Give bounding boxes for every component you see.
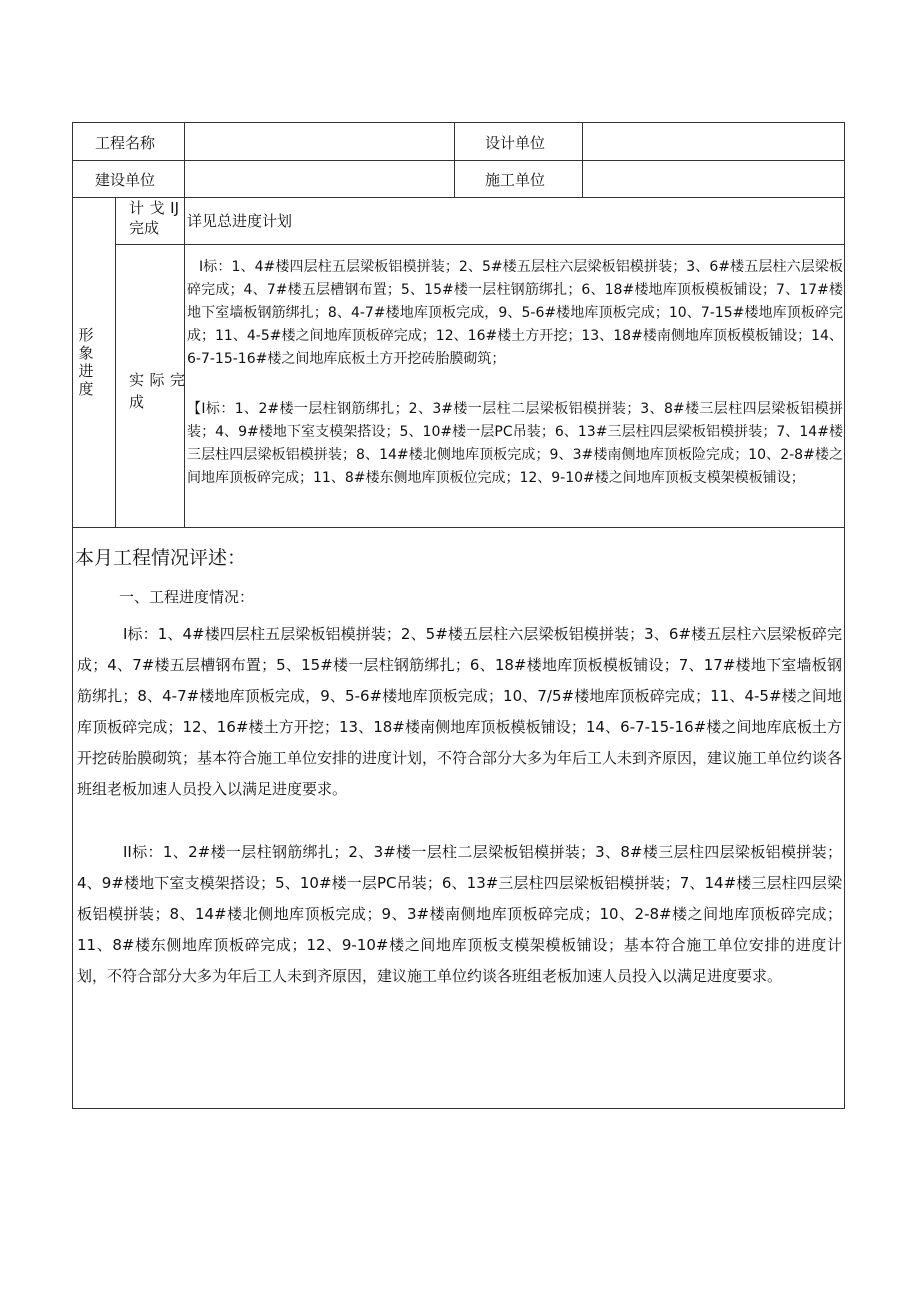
project-name-label: 工程名称 (95, 134, 156, 152)
review-paragraph-2: II标：1、2#楼一层柱钢筋绑扎；2、3#楼一层柱二层梁板铝模拼装；3、8#楼三层柱四层梁板铝模拼装；4、9#楼地下室支模架搭设；5、10#楼一层PC吊装；6、13#三层柱四层梁板铝模拼装；7、14#楼三层柱四层梁板铝模拼装；8、14#楼北侧地库顶板完成；9、3#楼南侧地库顶板碎完成；10、2-8#楼之间地库顶板碎完成；11、8#楼东侧地库顶板碎完成；12、9-10#楼之间地库顶板支模架模板铺设；基本符合施工单位安排的进度计划，不符合部分大多为年后工人未到齐原因，建议施工单位约谈各班组老板加速人员投入以满足进度要求。 (77, 843, 842, 985)
owner-unit-label: 建设单位 (95, 171, 156, 189)
design-unit-label: 设计单位 (485, 134, 546, 152)
plan-value: 详见总进度计划 (187, 212, 293, 230)
actual-section-1: I标：1、4#楼四层柱五层梁板铝模拼装；2、5#楼五层柱六层梁板铝模拼装；3、6#楼五层柱六层梁板碎完成；4、7#楼五层槽钢布置；5、15#楼一层柱钢筋绑扎；6、18#楼地库顶板模板铺设；7、17#楼地下室墙板钢筋绑扎；8、4-7#楼地库顶板完成，9、5-6#楼地库顶板完成；10、7-15#楼地库顶板碎完成；11、4-5#楼之间地库顶板碎完成；12、16#楼土方开挖；13、18#楼南侧地库顶板模板铺设；14、6-7-15-16#楼之间地库底板土方开挖砖胎膜砌筑； (187, 259, 843, 367)
report-table (72, 122, 845, 1109)
review-subheading: 一、工程进度情况： (119, 588, 255, 606)
contractor-label: 施工单位 (485, 171, 546, 189)
actual-label: 实际完成 (129, 371, 185, 411)
review-heading: 本月工程情况评述： (75, 547, 247, 569)
col-divider (115, 197, 116, 527)
plan-label: 计戈IJ完成 (129, 199, 179, 237)
row-divider (73, 160, 844, 161)
col-divider (454, 123, 455, 197)
row-divider (73, 197, 844, 198)
actual-section-2: 【I标：1、2#楼一层柱钢筋绑扎；2、3#楼一层柱二层梁板铝模拼装；3、8#楼三层柱四层梁板铝模拼装；4、9#楼地下室支模架搭设；5、10#楼一层PC吊装；6、13#三层柱四层梁板铝模拼装；7、14#楼三层柱四层梁板铝模拼装；8、14#楼北侧地库顶板完成；9、3#楼南侧地库顶板险完成；10、2-8#楼之间地库顶板碎完成；11、8#楼东侧地库顶板位完成；12、9-10#楼之间地库顶板支模架模板铺设； (187, 401, 843, 486)
row-divider (115, 244, 844, 245)
col-divider (184, 197, 185, 527)
col-divider (582, 123, 583, 197)
row-divider (73, 527, 844, 528)
col-divider (184, 123, 185, 197)
progress-label: 形象进度 (78, 326, 94, 398)
review-paragraph-1: I标：1、4#楼四层柱五层梁板铝模拼装；2、5#楼五层柱六层梁板铝模拼装；3、6#楼五层柱六层梁板碎完成；4、7#楼五层槽钢布置；5、15#楼一层柱钢筋绑扎；6、18#楼地库顶板模板铺设；7、17#楼地下室墙板钢筋绑扎；8、4-7#楼地库顶板完成，9、5-6#楼地库顶板完成；10、7/5#楼地库顶板碎完成；11、4-5#楼之间地库顶板碎完成；12、16#楼土方开挖；13、18#楼南侧地库顶板模板铺设；14、6-7-15-16#楼之间地库底板土方开挖砖胎膜砌筑；基本符合施工单位安排的进度计划，不符合部分大多为年后工人未到齐原因，建议施工单位约谈各班组老板加速人员投入以满足进度要求。 (77, 625, 843, 798)
